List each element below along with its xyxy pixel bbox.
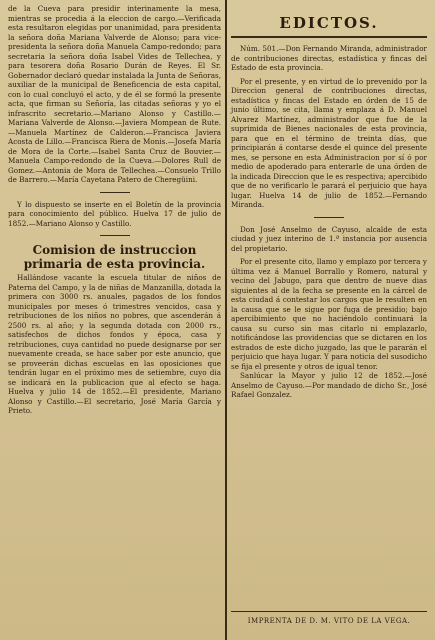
edict-heading-paragraph: Núm. 501.—Don Fernando Miranda, administrador de contribuciones directas, estadística y fincas del Estado de esta provincia. <box>231 44 427 72</box>
edicts-title: EDICTOS. <box>279 14 379 32</box>
column-divider <box>225 0 227 640</box>
acta-paragraph: de la Cueva para presidir interinamente la mesa, mientras se procedia á la eleccion de cargo.—Verificada esta resultaron elegidas por unanimidad, para presidenta la señora doña Mariana Valverde de Alonso; para vice-presidenta la señora doña Manuela Campo-redondo; para secretaria la señora doña Isabel Vides de Tellechea, y para tesorera doña Rosario Durán de Reyes. El Sr. Gobernador declaró quedar instalada la Junta de Señoras, auxiliar de la municipal de Beneficencia de esta capital, con lo cual concluyó el acto, y de él se formó la presente acta, que firman su Señoría, las citadas señoras y yo el infrascrito secretario.—Mariano Alonso y Castillo.—Mariana Valverde de Alonso.—Javiera Mompean de Rute.—Manuela Martínez de Calderon.—Francisca Javiera Acosta de Lillo.—Francisca Riera de Monis.—Josefa María de Mora de la Corte.—Isabel Santa Cruz de Bouvier.—Manuela Campo-redondo de la Cueva.—Dolores Rull de Gomez.—Antonia de Mora de Tellechea.—Consuelo Trillo de Barrero.—María Cayetana Patero de Cheregüini. <box>8 4 221 184</box>
publication-order-paragraph: Y lo dispuesto se inserte en el Boletín de la provincia para conocimiento del público. Huelva 17 de julio de 1852.—Mariano Alonso y Castillo. <box>8 199 221 228</box>
judge-heading-paragraph: Don José Anselmo de Cayuso, alcalde de esta ciudad y juez interino de 1.ª instancia por ausencia del propietario. <box>231 224 427 253</box>
title-rule <box>231 36 427 38</box>
printer-imprint: IMPRENTA DE D. M. VITO DE LA VEGA. <box>247 617 411 625</box>
summons-signature-paragraph: Sanlúcar la Mayor y julio 12 de 1852.—José Anselmo de Cayuso.—Por mandado de dicho Sr., José Rafael Gonzalez. <box>231 371 427 399</box>
separator-rule <box>100 192 130 193</box>
imprint-rule <box>231 611 427 612</box>
school-vacancy-paragraph: Hallándose vacante la escuela titular de niños de Paterna del Campo, y la de niñas de Manzanilla, dotada la primera con 3000 rs. anuales, pagados de los fondos municipales por meses ó trimestres vencidos, casa y retribuciones de los niños no pobres, que ascenderán á 2500 rs. al año; y la segunda dotada con 2000 rs., satisfechos de dichos fondos y época, casa y retribuciones, cuya cantidad no puede designarse por ser nuevamente creada, se hace saber por este anuncio, que se proveerán dichas escuelas en las oposiciones que tendrán lugar en el próximo mes de setiembre, cuyo dia se indicará en la publicacion que al efecto se haga. Huelva y julio 14 de 1852.—El presidente, Mariano Alonso y Castillo.—El secretario, José María García y Prieto. <box>8 273 221 415</box>
edict-body-paragraph: Por el presente, y en virtud de lo prevenido por la Direccion general de contribuciones directas, estadística y fincas del Estado en órden de 15 de junio último, se cita, llama y emplaza á D. Manuel Alvarez Martínez, administrador que fue de la suprimida de Bienes nacionales de esta provincia, para que en el término de treinta días, que principiarán á contarse desde el quince del presente mes, se persone en esta Administracion por sí ó por medio de apoderado para enterarle de una órden de la indicada Direccion que le es respectiva; apercibido que de no verificarlo le parará el perjuicio que haya lugar. Huelva 14 de julio de 1852.—Fernando Miranda. <box>231 76 427 209</box>
left-column <box>8 0 221 416</box>
summons-paragraph: Por el presente cito, llamo y emplazo por tercera y última vez á Manuel Borrallo y Romero, natural y vecino del Jabugo, para que dentro de nueve dias siguientes al de la fecha se presente en la cárcel de esta ciudad á contestar los cargos que le resulten en la causa que se le sigue por fuga de presidio; bajo apercibimiento que no haciéndolo continuará la causa su curso sin mas citarlo ni emplazarlo, notificándose las providencias que se dictaren en los estrados de este dicho juzgado, las que le pararán el perjuicio que haya lugar. Y para noticia del susodicho se fija el presente y otros de igual tenor. <box>231 257 427 371</box>
separator-rule <box>314 217 344 218</box>
right-column <box>231 0 427 400</box>
separator-rule <box>100 235 130 236</box>
section-heading: Comision de instruccion primaria de esta provincia. <box>23 243 206 271</box>
